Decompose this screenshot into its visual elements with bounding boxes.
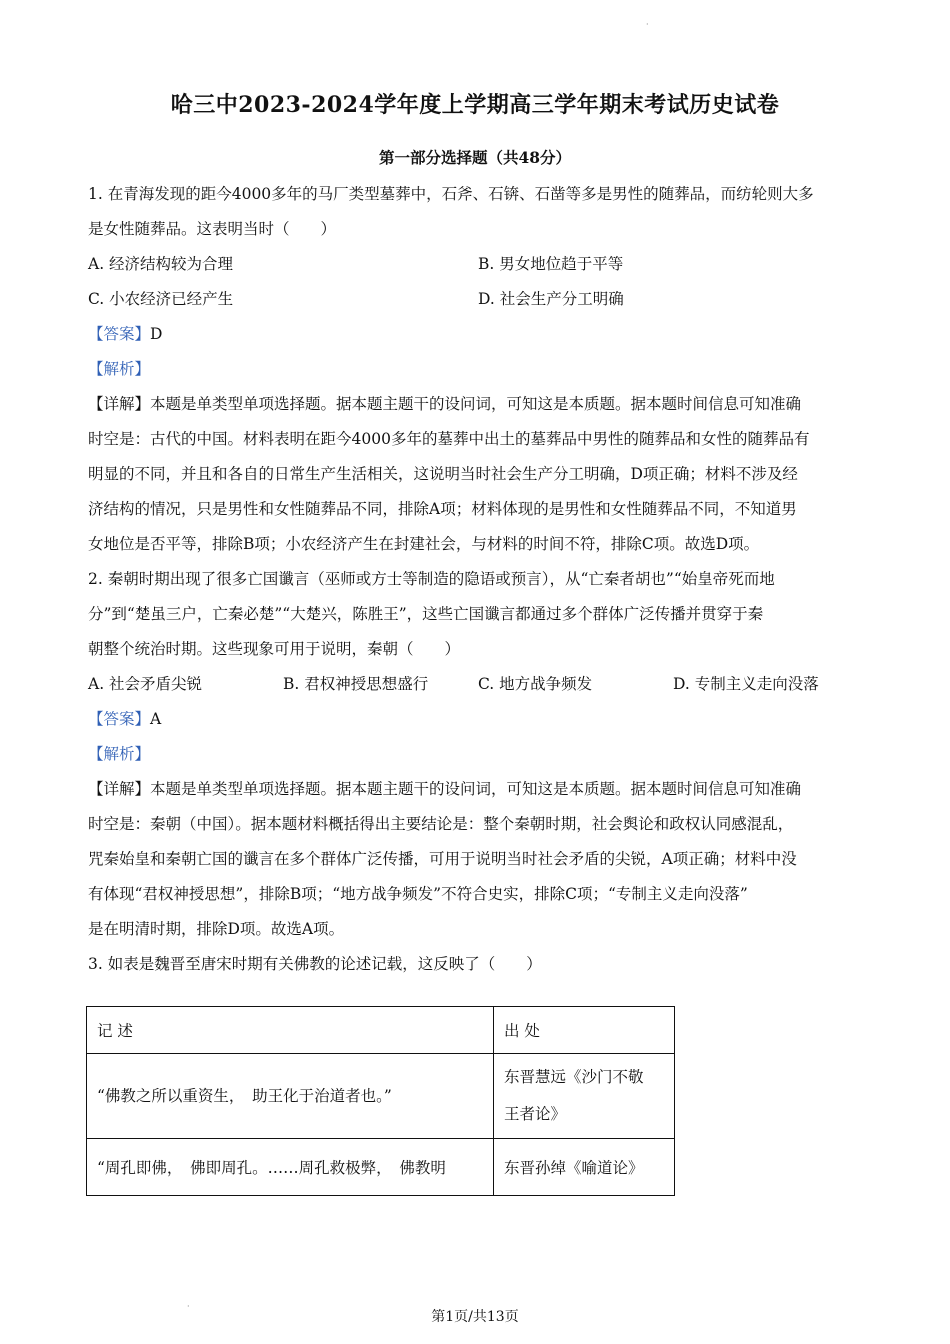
table-cell-source	[494, 1139, 675, 1196]
question-2	[88, 561, 868, 946]
table-row	[87, 1054, 675, 1139]
detail-tag: 【详解】	[88, 395, 151, 413]
detail-text: 本题是单类型单项选择题。据本题主题干的设问词，可知这是本质题。据本题时间信息可知准确	[150, 780, 802, 798]
table-cell-record: “佛教之所以重资生， 助王化于治道者也。”	[87, 1054, 494, 1139]
detail-line: 是在明清时期，排除D项。故选A项。	[88, 920, 345, 938]
question-text-line: 2. 秦朝时期出现了很多亡国谶言（巫师或方士等制造的隐语或预言），从“亡秦者胡也”“始皇帝死而地	[88, 570, 775, 588]
source-line: 东晋慧远《沙门不敬	[504, 1068, 644, 1086]
detail-line	[88, 771, 868, 806]
answer-value: A	[150, 710, 162, 728]
table-header-source: 出 处	[494, 1007, 675, 1054]
detail-line: 时空是：秦朝（中国）。据本题材料概括得出主要结论是：整个秦朝时期，社会舆论和政权认同感混乱，	[88, 815, 794, 833]
question-text-line: 分”到“楚虽三户，亡秦必楚”“大楚兴，陈胜王”，这些亡国谶言都通过多个群体广泛传播并贯穿于秦	[88, 605, 764, 623]
detail-line: 时空是：古代的中国。材料表明在距今4000多年的墓葬中出土的墓葬品中男性的随葬品和女性的随葬品有	[88, 430, 810, 448]
option-c: C. 地方战争频发	[478, 675, 593, 693]
table-header-row	[87, 1007, 675, 1054]
option-b: B. 男女地位趋于平等	[478, 255, 624, 273]
option-row	[88, 281, 868, 316]
answer-tag: 【答案】	[88, 710, 151, 728]
scan-mark: ·	[646, 20, 649, 29]
detail-text: 本题是单类型单项选择题。据本题主题干的设问词，可知这是本质题。据本题时间信息可知准确	[150, 395, 802, 413]
question-text-line: 1. 在青海发现的距今4000多年的马厂类型墓葬中，石斧、石锛、石凿等多是男性的随葬品，而纺轮则大多	[88, 185, 814, 203]
analysis-tag: 【解析】	[88, 360, 151, 378]
detail-line: 有体现“君权神授思想”，排除B项；“地方战争频发”不符合史实，排除C项；“专制主义走向没落”	[88, 885, 748, 903]
exam-title: 哈三中2023-2024学年度上学期高三学年期末考试历史试卷	[170, 92, 780, 118]
table-row	[87, 1139, 675, 1196]
analysis-line	[88, 736, 868, 771]
section-title: 第一部分选择题（共48分）	[378, 148, 572, 167]
question-1	[88, 176, 868, 561]
table-cell-source	[494, 1054, 675, 1139]
table-cell-record: “周孔即佛， 佛即周孔。……周孔救极弊， 佛教明	[87, 1139, 494, 1196]
detail-line	[88, 386, 868, 421]
option-row	[88, 666, 868, 701]
option-a: A. 经济结构较为合理	[88, 255, 234, 273]
reference-table	[86, 1006, 675, 1196]
analysis-line	[88, 351, 868, 386]
scan-mark: ·	[187, 1302, 190, 1311]
source-line: 东晋孙绰《喻道论》	[504, 1159, 644, 1177]
option-d: D. 社会生产分工明确	[478, 290, 624, 308]
source-line: 王者论》	[504, 1105, 567, 1123]
answer-line	[88, 701, 868, 736]
option-b: B. 君权神授思想盛行	[283, 675, 429, 693]
detail-line: 咒秦始皇和秦朝亡国的谶言在多个群体广泛传播，可用于说明当时社会矛盾的尖锐，A项正确；材料中没	[88, 850, 797, 868]
detail-tag: 【详解】	[88, 780, 151, 798]
page-footer: 第1页/共13页	[431, 1309, 519, 1325]
option-c: C. 小农经济已经产生	[88, 290, 234, 308]
question-text-line: 3. 如表是魏晋至唐宋时期有关佛教的论述记载，这反映了（ ）	[88, 955, 542, 973]
answer-line	[88, 316, 868, 351]
analysis-tag: 【解析】	[88, 745, 151, 763]
answer-value: D	[150, 325, 163, 343]
answer-tag: 【答案】	[88, 325, 151, 343]
question-text-line: 朝整个统治时期。这些现象可用于说明，秦朝（ ）	[88, 640, 461, 658]
question-3	[88, 946, 868, 981]
option-row	[88, 246, 868, 281]
detail-line: 明显的不同，并且和各自的日常生产生活相关，这说明当时社会生产分工明确，D项正确；材料不涉及经	[88, 465, 798, 483]
option-d: D. 专制主义走向没落	[673, 675, 819, 693]
option-a: A. 社会矛盾尖锐	[88, 675, 203, 693]
exam-content	[88, 176, 868, 981]
question-text-line: 是女性随葬品。这表明当时（ ）	[88, 220, 337, 238]
detail-line: 女地位是否平等，排除B项；小农经济产生在封建社会，与材料的时间不符，排除C项。故选D项。	[88, 535, 760, 553]
detail-line: 济结构的情况，只是男性和女性随葬品不同，排除A项；材料体现的是男性和女性随葬品不同，不知道男	[88, 500, 797, 518]
table-header-record: 记 述	[87, 1007, 494, 1054]
